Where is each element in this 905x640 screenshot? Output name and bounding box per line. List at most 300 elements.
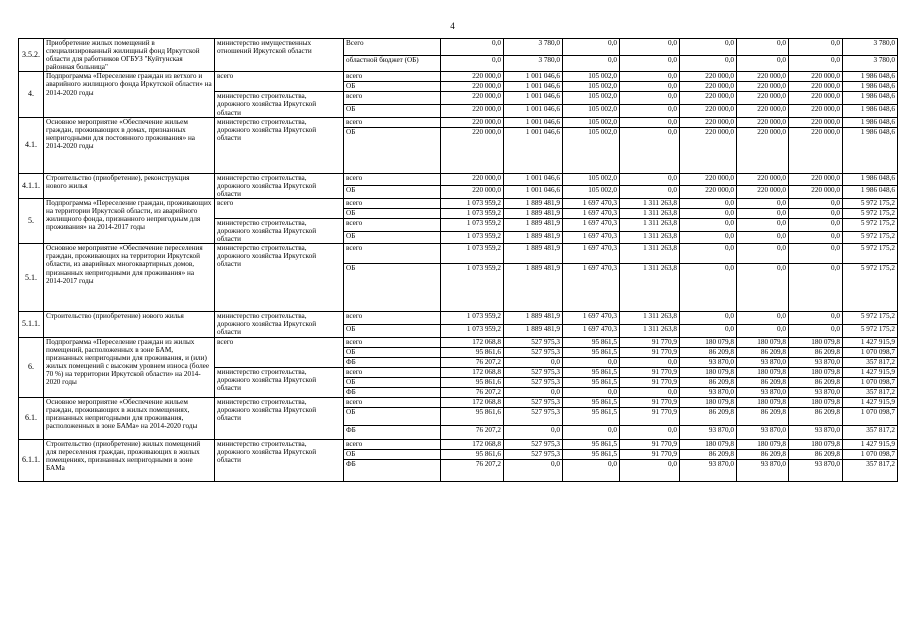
amount-cell: 0,0 bbox=[620, 387, 680, 397]
amount-cell: 1 001 046,6 bbox=[504, 173, 563, 186]
amount-cell: 1 889 481,9 bbox=[504, 208, 563, 218]
amount-cell: 220 000,0 bbox=[680, 82, 737, 92]
amount-cell: 91 770,9 bbox=[620, 397, 680, 407]
amount-cell: 0,0 bbox=[620, 82, 680, 92]
amount-cell: 5 972 175,2 bbox=[843, 244, 898, 264]
amount-cell: 527 975,3 bbox=[504, 407, 563, 425]
amount-cell: 1 311 263,8 bbox=[620, 264, 680, 312]
amount-cell: 220 000,0 bbox=[680, 72, 737, 82]
amount-cell: 5 972 175,2 bbox=[843, 312, 898, 325]
measure-name: Основное мероприятие «Обеспечение жильем граждан, проживающих в жилых помещениях, признанных непригодными для проживания, расположенных в зоне БАМа» на 2014-2020 годы bbox=[44, 397, 215, 439]
amount-cell: 527 975,3 bbox=[504, 367, 563, 377]
budget-table bbox=[18, 38, 898, 482]
funding-source: всего bbox=[344, 117, 441, 127]
amount-cell: 220 000,0 bbox=[737, 127, 789, 173]
amount-cell: 91 770,9 bbox=[620, 337, 680, 347]
amount-cell: 1 311 263,8 bbox=[620, 231, 680, 244]
amount-cell: 1 697 470,3 bbox=[563, 198, 620, 208]
executor: министерство строительства, дорожного хозяйства Иркутской области bbox=[215, 397, 344, 439]
amount-cell: 1 889 481,9 bbox=[504, 244, 563, 264]
amount-cell: 105 002,0 bbox=[563, 127, 620, 173]
amount-cell: 172 068,8 bbox=[441, 367, 504, 377]
amount-cell: 0,0 bbox=[563, 357, 620, 367]
funding-source: ОБ bbox=[344, 264, 441, 312]
funding-source: ФБ bbox=[344, 425, 441, 439]
amount-cell: 1 697 470,3 bbox=[563, 231, 620, 244]
amount-cell: 0,0 bbox=[441, 55, 504, 72]
funding-source: ОБ bbox=[344, 231, 441, 244]
amount-cell: 1 311 263,8 bbox=[620, 312, 680, 325]
amount-cell: 0,0 bbox=[441, 39, 504, 56]
amount-cell: 0,0 bbox=[620, 39, 680, 56]
amount-cell: 0,0 bbox=[620, 127, 680, 173]
amount-cell: 220 000,0 bbox=[441, 127, 504, 173]
executor: всего bbox=[215, 337, 344, 367]
amount-cell: 93 870,0 bbox=[789, 387, 843, 397]
amount-cell: 86 209,8 bbox=[680, 449, 737, 459]
amount-cell: 0,0 bbox=[680, 264, 737, 312]
measure-name: Приобретение жилых помещений в специализированный жилищный фонд Иркутской области для работников ОГБУЗ "Куйтунская районная больница" bbox=[44, 39, 215, 72]
amount-cell: 0,0 bbox=[620, 186, 680, 199]
amount-cell: 1 070 098,7 bbox=[843, 449, 898, 459]
amount-cell: 0,0 bbox=[620, 105, 680, 118]
amount-cell: 86 209,8 bbox=[789, 449, 843, 459]
amount-cell: 0,0 bbox=[737, 218, 789, 231]
table-row bbox=[19, 72, 898, 82]
amount-cell: 1 001 046,6 bbox=[504, 105, 563, 118]
amount-cell: 357 817,2 bbox=[843, 459, 898, 481]
executor: министерство строительства, дорожного хозяйства Иркутской области bbox=[215, 173, 344, 198]
amount-cell: 0,0 bbox=[563, 39, 620, 56]
row-number: 4.1. bbox=[19, 117, 44, 173]
amount-cell: 1 889 481,9 bbox=[504, 264, 563, 312]
amount-cell: 180 079,8 bbox=[680, 367, 737, 377]
amount-cell: 220 000,0 bbox=[441, 105, 504, 118]
executor: министерство строительства, дорожного хозяйства Иркутской области bbox=[215, 218, 344, 243]
executor: министерство строительства, дорожного хозяйства Иркутской области bbox=[215, 244, 344, 312]
amount-cell: 180 079,8 bbox=[789, 367, 843, 377]
amount-cell: 0,0 bbox=[680, 55, 737, 72]
amount-cell: 0,0 bbox=[737, 198, 789, 208]
measure-name: Основное мероприятие «Обеспечение переселения граждан, проживающих на территории Иркутской области, из аварийных многоквартирных домов, признанных непригодными для проживания» на 2014-2017 годы bbox=[44, 244, 215, 312]
amount-cell: 86 209,8 bbox=[737, 407, 789, 425]
amount-cell: 0,0 bbox=[789, 312, 843, 325]
amount-cell: 1 001 046,6 bbox=[504, 127, 563, 173]
table-row bbox=[19, 397, 898, 407]
amount-cell: 0,0 bbox=[789, 264, 843, 312]
amount-cell: 86 209,8 bbox=[680, 377, 737, 387]
row-number: 4. bbox=[19, 72, 44, 117]
amount-cell: 220 000,0 bbox=[789, 173, 843, 186]
measure-name: Подпрограмма «Переселение граждан, проживающих на территории Иркутской области, из аварийного жилищного фонда, признанного непригодным для проживания» на 2014-2017 годы bbox=[44, 198, 215, 243]
amount-cell: 1 070 098,7 bbox=[843, 377, 898, 387]
amount-cell: 86 209,8 bbox=[789, 407, 843, 425]
table-row bbox=[19, 173, 898, 186]
amount-cell: 1 073 959,2 bbox=[441, 198, 504, 208]
amount-cell: 1 697 470,3 bbox=[563, 244, 620, 264]
amount-cell: 220 000,0 bbox=[737, 186, 789, 199]
amount-cell: 220 000,0 bbox=[441, 72, 504, 82]
measure-name: Строительство (приобретение), реконструкция нового жилья bbox=[44, 173, 215, 198]
measure-name: Подпрограмма «Переселение граждан из жилых помещений, расположенных в зоне БАМ, признанных непригодными для проживания, и (или) жилых помещений с высоким уровнем износа (более 70 %) на территории Иркутской области» на 2014-2020 годы bbox=[44, 337, 215, 397]
amount-cell: 1 889 481,9 bbox=[504, 231, 563, 244]
funding-source: ОБ bbox=[344, 377, 441, 387]
funding-source: всего bbox=[344, 72, 441, 82]
funding-source: всего bbox=[344, 439, 441, 449]
funding-source: ОБ bbox=[344, 127, 441, 173]
amount-cell: 357 817,2 bbox=[843, 387, 898, 397]
amount-cell: 1 427 915,9 bbox=[843, 367, 898, 377]
amount-cell: 220 000,0 bbox=[737, 105, 789, 118]
funding-source: ОБ bbox=[344, 105, 441, 118]
amount-cell: 86 209,8 bbox=[737, 377, 789, 387]
amount-cell: 220 000,0 bbox=[441, 186, 504, 199]
row-number: 4.1.1. bbox=[19, 173, 44, 198]
amount-cell: 220 000,0 bbox=[737, 72, 789, 82]
amount-cell: 105 002,0 bbox=[563, 72, 620, 82]
amount-cell: 93 870,0 bbox=[680, 357, 737, 367]
amount-cell: 180 079,8 bbox=[737, 337, 789, 347]
row-number: 6.1.1. bbox=[19, 439, 44, 481]
executor: министерство строительства, дорожного хозяйства Иркутской области bbox=[215, 92, 344, 117]
amount-cell: 105 002,0 bbox=[563, 173, 620, 186]
amount-cell: 180 079,8 bbox=[737, 397, 789, 407]
amount-cell: 105 002,0 bbox=[563, 117, 620, 127]
measure-name: Строительство (приобретение) жилых помещений для переселения граждан, проживающих в жилых помещениях, признанных непригодными в зоне БАМа bbox=[44, 439, 215, 481]
amount-cell: 1 889 481,9 bbox=[504, 218, 563, 231]
amount-cell: 220 000,0 bbox=[680, 92, 737, 105]
amount-cell: 0,0 bbox=[789, 208, 843, 218]
amount-cell: 3 780,0 bbox=[843, 55, 898, 72]
amount-cell: 95 861,5 bbox=[563, 347, 620, 357]
amount-cell: 95 861,6 bbox=[441, 347, 504, 357]
executor: министерство имущественных отношений Иркутской области bbox=[215, 39, 344, 72]
amount-cell: 1 986 048,6 bbox=[843, 117, 898, 127]
funding-source: всего bbox=[344, 218, 441, 231]
amount-cell: 1 697 470,3 bbox=[563, 324, 620, 337]
funding-source: ОБ bbox=[344, 208, 441, 218]
amount-cell: 105 002,0 bbox=[563, 82, 620, 92]
table-row bbox=[19, 312, 898, 325]
amount-cell: 95 861,5 bbox=[563, 397, 620, 407]
funding-source: ФБ bbox=[344, 387, 441, 397]
amount-cell: 180 079,8 bbox=[737, 439, 789, 449]
table-row bbox=[19, 117, 898, 127]
amount-cell: 1 697 470,3 bbox=[563, 218, 620, 231]
amount-cell: 0,0 bbox=[620, 117, 680, 127]
executor: министерство строительства, дорожного хозяйства Иркутской области bbox=[215, 439, 344, 481]
amount-cell: 86 209,8 bbox=[789, 377, 843, 387]
funding-source: областной бюджет (ОБ) bbox=[344, 55, 441, 72]
amount-cell: 76 207,2 bbox=[441, 459, 504, 481]
row-number: 3.5.2. bbox=[19, 39, 44, 72]
amount-cell: 0,0 bbox=[737, 312, 789, 325]
amount-cell: 1 986 048,6 bbox=[843, 186, 898, 199]
amount-cell: 220 000,0 bbox=[441, 117, 504, 127]
amount-cell: 0,0 bbox=[620, 173, 680, 186]
amount-cell: 3 780,0 bbox=[843, 39, 898, 56]
amount-cell: 172 068,8 bbox=[441, 337, 504, 347]
amount-cell: 0,0 bbox=[620, 357, 680, 367]
measure-name: Строительство (приобретение) нового жилья bbox=[44, 312, 215, 337]
amount-cell: 0,0 bbox=[620, 425, 680, 439]
funding-source: ОБ bbox=[344, 449, 441, 459]
amount-cell: 1 311 263,8 bbox=[620, 208, 680, 218]
amount-cell: 5 972 175,2 bbox=[843, 264, 898, 312]
amount-cell: 93 870,0 bbox=[737, 425, 789, 439]
amount-cell: 0,0 bbox=[620, 55, 680, 72]
funding-source: ОБ bbox=[344, 324, 441, 337]
amount-cell: 93 870,0 bbox=[737, 387, 789, 397]
amount-cell: 93 870,0 bbox=[737, 357, 789, 367]
amount-cell: 220 000,0 bbox=[680, 186, 737, 199]
amount-cell: 95 861,5 bbox=[563, 367, 620, 377]
amount-cell: 180 079,8 bbox=[680, 397, 737, 407]
amount-cell: 0,0 bbox=[563, 387, 620, 397]
amount-cell: 0,0 bbox=[737, 264, 789, 312]
amount-cell: 0,0 bbox=[563, 459, 620, 481]
amount-cell: 86 209,8 bbox=[680, 347, 737, 357]
amount-cell: 1 073 959,2 bbox=[441, 208, 504, 218]
amount-cell: 0,0 bbox=[504, 387, 563, 397]
table-row bbox=[19, 439, 898, 449]
amount-cell: 1 427 915,9 bbox=[843, 337, 898, 347]
amount-cell: 5 972 175,2 bbox=[843, 231, 898, 244]
amount-cell: 1 073 959,2 bbox=[441, 312, 504, 325]
amount-cell: 180 079,8 bbox=[789, 439, 843, 449]
amount-cell: 91 770,9 bbox=[620, 347, 680, 357]
amount-cell: 1 697 470,3 bbox=[563, 264, 620, 312]
amount-cell: 95 861,5 bbox=[563, 407, 620, 425]
table-row bbox=[19, 244, 898, 264]
amount-cell: 1 889 481,9 bbox=[504, 198, 563, 208]
amount-cell: 86 209,8 bbox=[680, 407, 737, 425]
amount-cell: 0,0 bbox=[737, 208, 789, 218]
amount-cell: 1 001 046,6 bbox=[504, 82, 563, 92]
amount-cell: 0,0 bbox=[680, 208, 737, 218]
amount-cell: 91 770,9 bbox=[620, 439, 680, 449]
amount-cell: 220 000,0 bbox=[680, 117, 737, 127]
executor: министерство строительства, дорожного хозяйства Иркутской области bbox=[215, 367, 344, 397]
amount-cell: 0,0 bbox=[620, 92, 680, 105]
measure-name: Подпрограмма «Переселение граждан из ветхого и аварийного жилищного фонда Иркутской области» на 2014-2020 годы bbox=[44, 72, 215, 117]
amount-cell: 95 861,5 bbox=[563, 449, 620, 459]
amount-cell: 0,0 bbox=[680, 312, 737, 325]
funding-source: Всего bbox=[344, 39, 441, 56]
amount-cell: 0,0 bbox=[680, 218, 737, 231]
amount-cell: 1 073 959,2 bbox=[441, 244, 504, 264]
row-number: 6.1. bbox=[19, 397, 44, 439]
amount-cell: 527 975,3 bbox=[504, 377, 563, 387]
amount-cell: 172 068,8 bbox=[441, 439, 504, 449]
amount-cell: 527 975,3 bbox=[504, 337, 563, 347]
amount-cell: 220 000,0 bbox=[680, 127, 737, 173]
amount-cell: 1 070 098,7 bbox=[843, 347, 898, 357]
amount-cell: 1 311 263,8 bbox=[620, 244, 680, 264]
funding-source: ФБ bbox=[344, 459, 441, 481]
amount-cell: 220 000,0 bbox=[737, 173, 789, 186]
amount-cell: 220 000,0 bbox=[680, 173, 737, 186]
amount-cell: 1 073 959,2 bbox=[441, 218, 504, 231]
funding-source: ОБ bbox=[344, 82, 441, 92]
amount-cell: 1 986 048,6 bbox=[843, 127, 898, 173]
funding-source: всего bbox=[344, 367, 441, 377]
amount-cell: 220 000,0 bbox=[680, 105, 737, 118]
amount-cell: 91 770,9 bbox=[620, 377, 680, 387]
amount-cell: 1 073 959,2 bbox=[441, 264, 504, 312]
amount-cell: 220 000,0 bbox=[441, 82, 504, 92]
amount-cell: 0,0 bbox=[680, 231, 737, 244]
amount-cell: 0,0 bbox=[737, 324, 789, 337]
amount-cell: 0,0 bbox=[680, 244, 737, 264]
table-row bbox=[19, 337, 898, 347]
amount-cell: 93 870,0 bbox=[680, 425, 737, 439]
amount-cell: 180 079,8 bbox=[680, 439, 737, 449]
amount-cell: 527 975,3 bbox=[504, 449, 563, 459]
funding-source: всего bbox=[344, 397, 441, 407]
amount-cell: 527 975,3 bbox=[504, 347, 563, 357]
amount-cell: 1 986 048,6 bbox=[843, 105, 898, 118]
amount-cell: 220 000,0 bbox=[789, 82, 843, 92]
funding-source: всего bbox=[344, 244, 441, 264]
amount-cell: 1 073 959,2 bbox=[441, 324, 504, 337]
amount-cell: 1 001 046,6 bbox=[504, 72, 563, 82]
amount-cell: 1 070 098,7 bbox=[843, 407, 898, 425]
funding-source: всего bbox=[344, 92, 441, 105]
amount-cell: 86 209,8 bbox=[737, 347, 789, 357]
amount-cell: 91 770,9 bbox=[620, 449, 680, 459]
funding-source: всего bbox=[344, 173, 441, 186]
amount-cell: 5 972 175,2 bbox=[843, 198, 898, 208]
amount-cell: 0,0 bbox=[789, 244, 843, 264]
funding-source: всего bbox=[344, 312, 441, 325]
amount-cell: 1 073 959,2 bbox=[441, 231, 504, 244]
amount-cell: 1 889 481,9 bbox=[504, 324, 563, 337]
amount-cell: 1 986 048,6 bbox=[843, 173, 898, 186]
amount-cell: 95 861,5 bbox=[563, 337, 620, 347]
executor: всего bbox=[215, 198, 344, 218]
amount-cell: 527 975,3 bbox=[504, 397, 563, 407]
row-number: 6. bbox=[19, 337, 44, 397]
amount-cell: 91 770,9 bbox=[620, 407, 680, 425]
amount-cell: 91 770,9 bbox=[620, 367, 680, 377]
executor: всего bbox=[215, 72, 344, 92]
amount-cell: 220 000,0 bbox=[789, 72, 843, 82]
amount-cell: 1 427 915,9 bbox=[843, 397, 898, 407]
amount-cell: 76 207,2 bbox=[441, 425, 504, 439]
funding-source: ОБ bbox=[344, 186, 441, 199]
amount-cell: 0,0 bbox=[620, 459, 680, 481]
funding-source: ФБ bbox=[344, 357, 441, 367]
funding-source: ОБ bbox=[344, 407, 441, 425]
amount-cell: 0,0 bbox=[680, 39, 737, 56]
amount-cell: 172 068,8 bbox=[441, 397, 504, 407]
amount-cell: 0,0 bbox=[789, 231, 843, 244]
amount-cell: 0,0 bbox=[680, 324, 737, 337]
amount-cell: 1 697 470,3 bbox=[563, 208, 620, 218]
amount-cell: 1 986 048,6 bbox=[843, 82, 898, 92]
amount-cell: 1 311 263,8 bbox=[620, 198, 680, 208]
amount-cell: 0,0 bbox=[789, 55, 843, 72]
amount-cell: 93 870,0 bbox=[680, 459, 737, 481]
amount-cell: 0,0 bbox=[737, 39, 789, 56]
amount-cell: 0,0 bbox=[620, 72, 680, 82]
amount-cell: 220 000,0 bbox=[789, 105, 843, 118]
amount-cell: 1 986 048,6 bbox=[843, 72, 898, 82]
amount-cell: 1 697 470,3 bbox=[563, 312, 620, 325]
amount-cell: 3 780,0 bbox=[504, 39, 563, 56]
table-body bbox=[19, 39, 898, 482]
amount-cell: 0,0 bbox=[680, 198, 737, 208]
amount-cell: 220 000,0 bbox=[789, 117, 843, 127]
amount-cell: 220 000,0 bbox=[737, 92, 789, 105]
amount-cell: 86 209,8 bbox=[737, 449, 789, 459]
amount-cell: 0,0 bbox=[563, 55, 620, 72]
table-row bbox=[19, 39, 898, 56]
amount-cell: 93 870,0 bbox=[737, 459, 789, 481]
amount-cell: 0,0 bbox=[504, 425, 563, 439]
amount-cell: 357 817,2 bbox=[843, 425, 898, 439]
amount-cell: 5 972 175,2 bbox=[843, 218, 898, 231]
funding-source: всего bbox=[344, 337, 441, 347]
amount-cell: 0,0 bbox=[563, 425, 620, 439]
amount-cell: 5 972 175,2 bbox=[843, 324, 898, 337]
amount-cell: 180 079,8 bbox=[680, 337, 737, 347]
amount-cell: 95 861,6 bbox=[441, 407, 504, 425]
amount-cell: 1 001 046,6 bbox=[504, 186, 563, 199]
amount-cell: 1 001 046,6 bbox=[504, 92, 563, 105]
amount-cell: 0,0 bbox=[789, 324, 843, 337]
amount-cell: 527 975,3 bbox=[504, 439, 563, 449]
measure-name: Основное мероприятие «Обеспечение жильем граждан, проживающих в домах, признанных непригодными для постоянного проживания» на 2014-2020 годы bbox=[44, 117, 215, 173]
amount-cell: 180 079,8 bbox=[737, 367, 789, 377]
amount-cell: 180 079,8 bbox=[789, 337, 843, 347]
amount-cell: 76 207,2 bbox=[441, 357, 504, 367]
amount-cell: 93 870,0 bbox=[680, 387, 737, 397]
amount-cell: 220 000,0 bbox=[441, 92, 504, 105]
amount-cell: 93 870,0 bbox=[789, 357, 843, 367]
amount-cell: 0,0 bbox=[789, 39, 843, 56]
amount-cell: 180 079,8 bbox=[789, 397, 843, 407]
amount-cell: 3 780,0 bbox=[504, 55, 563, 72]
amount-cell: 76 207,2 bbox=[441, 387, 504, 397]
amount-cell: 1 001 046,6 bbox=[504, 117, 563, 127]
amount-cell: 1 311 263,8 bbox=[620, 218, 680, 231]
page-number: 4 bbox=[450, 21, 455, 31]
amount-cell: 5 972 175,2 bbox=[843, 208, 898, 218]
amount-cell: 105 002,0 bbox=[563, 92, 620, 105]
amount-cell: 1 311 263,8 bbox=[620, 324, 680, 337]
amount-cell: 1 986 048,6 bbox=[843, 92, 898, 105]
amount-cell: 0,0 bbox=[789, 218, 843, 231]
amount-cell: 105 002,0 bbox=[563, 105, 620, 118]
row-number: 5. bbox=[19, 198, 44, 243]
amount-cell: 86 209,8 bbox=[789, 347, 843, 357]
amount-cell: 0,0 bbox=[737, 55, 789, 72]
amount-cell: 220 000,0 bbox=[737, 82, 789, 92]
amount-cell: 105 002,0 bbox=[563, 186, 620, 199]
funding-source: ОБ bbox=[344, 347, 441, 357]
amount-cell: 220 000,0 bbox=[441, 173, 504, 186]
amount-cell: 95 861,5 bbox=[563, 377, 620, 387]
amount-cell: 93 870,0 bbox=[789, 425, 843, 439]
row-number: 5.1.1. bbox=[19, 312, 44, 337]
table-row bbox=[19, 198, 898, 208]
executor: министерство строительства, дорожного хозяйства Иркутской области bbox=[215, 312, 344, 337]
amount-cell: 95 861,6 bbox=[441, 449, 504, 459]
amount-cell: 0,0 bbox=[789, 198, 843, 208]
amount-cell: 93 870,0 bbox=[789, 459, 843, 481]
